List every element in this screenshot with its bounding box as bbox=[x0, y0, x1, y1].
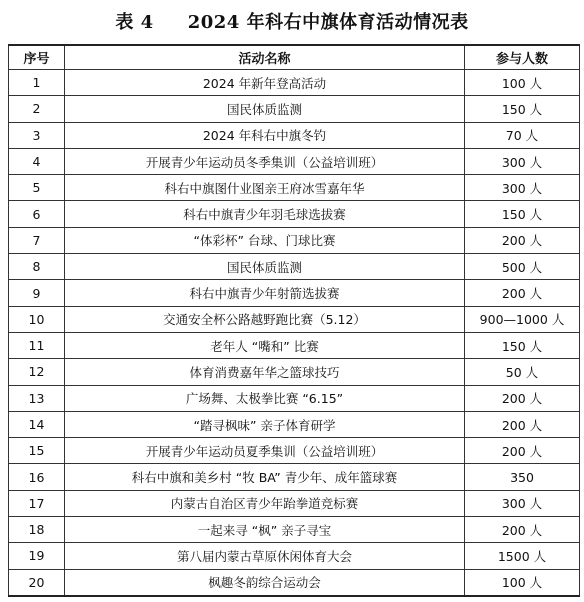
cell-serial-number: 20 bbox=[9, 569, 65, 596]
cell-serial-number: 7 bbox=[9, 227, 65, 253]
cell-serial-number: 18 bbox=[9, 517, 65, 543]
cell-participant-count: 200 人 bbox=[465, 411, 580, 437]
cell-participant-count: 1500 人 bbox=[465, 543, 580, 569]
table-number: 表 4 bbox=[115, 12, 154, 33]
cell-serial-number: 5 bbox=[9, 175, 65, 201]
cell-activity-name: 开展青少年运动员冬季集训（公益培训班） bbox=[65, 148, 465, 174]
table-row bbox=[9, 122, 580, 148]
cell-activity-name: “踏寻枫味” 亲子体育研学 bbox=[65, 411, 465, 437]
cell-participant-count: 300 人 bbox=[465, 175, 580, 201]
table-row bbox=[9, 227, 580, 253]
cell-participant-count: 100 人 bbox=[465, 70, 580, 96]
cell-serial-number: 3 bbox=[9, 122, 65, 148]
table-row bbox=[9, 280, 580, 306]
cell-activity-name: 国民体质监测 bbox=[65, 96, 465, 122]
cell-activity-name: 内蒙古自治区青少年跆拳道竞标赛 bbox=[65, 490, 465, 516]
cell-activity-name: 一起来寻 “枫” 亲子寻宝 bbox=[65, 517, 465, 543]
table-row bbox=[9, 70, 580, 96]
cell-participant-count: 150 人 bbox=[465, 332, 580, 358]
table-row bbox=[9, 438, 580, 464]
header-serial-number: 序号 bbox=[9, 45, 65, 70]
cell-serial-number: 8 bbox=[9, 254, 65, 280]
table-title: 2024 年科右中旗体育活动情况表 bbox=[187, 12, 469, 33]
cell-activity-name: “体彩杯” 台球、门球比赛 bbox=[65, 227, 465, 253]
table-row bbox=[9, 543, 580, 569]
cell-activity-name: 交通安全杯公路越野跑比赛（5.12） bbox=[65, 306, 465, 332]
cell-participant-count: 350 bbox=[465, 464, 580, 490]
table-row bbox=[9, 359, 580, 385]
table-row bbox=[9, 201, 580, 227]
cell-participant-count: 300 人 bbox=[465, 490, 580, 516]
cell-serial-number: 12 bbox=[9, 359, 65, 385]
cell-activity-name: 广场舞、太极拳比赛 “6.15” bbox=[65, 385, 465, 411]
activity-table bbox=[8, 44, 580, 597]
cell-activity-name: 第八届内蒙古草原休闲体育大会 bbox=[65, 543, 465, 569]
table-row bbox=[9, 175, 580, 201]
cell-activity-name: 国民体质监测 bbox=[65, 254, 465, 280]
cell-serial-number: 6 bbox=[9, 201, 65, 227]
table-row bbox=[9, 490, 580, 516]
table-row bbox=[9, 517, 580, 543]
cell-participant-count: 200 人 bbox=[465, 280, 580, 306]
cell-serial-number: 11 bbox=[9, 332, 65, 358]
table-row bbox=[9, 385, 580, 411]
table-row bbox=[9, 464, 580, 490]
cell-serial-number: 19 bbox=[9, 543, 65, 569]
cell-activity-name: 枫趣冬韵综合运动会 bbox=[65, 569, 465, 596]
cell-participant-count: 150 人 bbox=[465, 201, 580, 227]
cell-serial-number: 9 bbox=[9, 280, 65, 306]
cell-serial-number: 2 bbox=[9, 96, 65, 122]
cell-activity-name: 科右中旗青少年射箭选拔赛 bbox=[65, 280, 465, 306]
cell-activity-name: 科右中旗图什业图亲王府冰雪嘉年华 bbox=[65, 175, 465, 201]
cell-serial-number: 14 bbox=[9, 411, 65, 437]
table-row bbox=[9, 306, 580, 332]
cell-activity-name: 2024 年新年登高活动 bbox=[65, 70, 465, 96]
cell-serial-number: 1 bbox=[9, 70, 65, 96]
cell-activity-name: 2024 年科右中旗冬钓 bbox=[65, 122, 465, 148]
cell-participant-count: 200 人 bbox=[465, 227, 580, 253]
header-participant-count: 参与人数 bbox=[465, 45, 580, 70]
cell-participant-count: 70 人 bbox=[465, 122, 580, 148]
cell-serial-number: 4 bbox=[9, 148, 65, 174]
cell-serial-number: 10 bbox=[9, 306, 65, 332]
table-row bbox=[9, 96, 580, 122]
table-row bbox=[9, 569, 580, 596]
cell-participant-count: 200 人 bbox=[465, 438, 580, 464]
table-header-row bbox=[9, 45, 580, 70]
cell-activity-name: 科右中旗和美乡村 “牧 BA” 青少年、成年篮球赛 bbox=[65, 464, 465, 490]
table-row bbox=[9, 332, 580, 358]
cell-participant-count: 150 人 bbox=[465, 96, 580, 122]
table-row bbox=[9, 148, 580, 174]
cell-serial-number: 15 bbox=[9, 438, 65, 464]
header-activity-name: 活动名称 bbox=[65, 45, 465, 70]
cell-activity-name: 老年人 “嘴和” 比赛 bbox=[65, 332, 465, 358]
table-row bbox=[9, 254, 580, 280]
cell-activity-name: 开展青少年运动员夏季集训（公益培训班） bbox=[65, 438, 465, 464]
cell-participant-count: 500 人 bbox=[465, 254, 580, 280]
cell-participant-count: 900—1000 人 bbox=[465, 306, 580, 332]
cell-participant-count: 50 人 bbox=[465, 359, 580, 385]
table-caption bbox=[0, 6, 584, 36]
cell-serial-number: 17 bbox=[9, 490, 65, 516]
cell-activity-name: 体育消费嘉年华之篮球技巧 bbox=[65, 359, 465, 385]
table-row bbox=[9, 411, 580, 437]
cell-participant-count: 200 人 bbox=[465, 517, 580, 543]
cell-participant-count: 200 人 bbox=[465, 385, 580, 411]
cell-participant-count: 300 人 bbox=[465, 148, 580, 174]
cell-serial-number: 13 bbox=[9, 385, 65, 411]
cell-participant-count: 100 人 bbox=[465, 569, 580, 596]
cell-serial-number: 16 bbox=[9, 464, 65, 490]
cell-activity-name: 科右中旗青少年羽毛球选拔赛 bbox=[65, 201, 465, 227]
